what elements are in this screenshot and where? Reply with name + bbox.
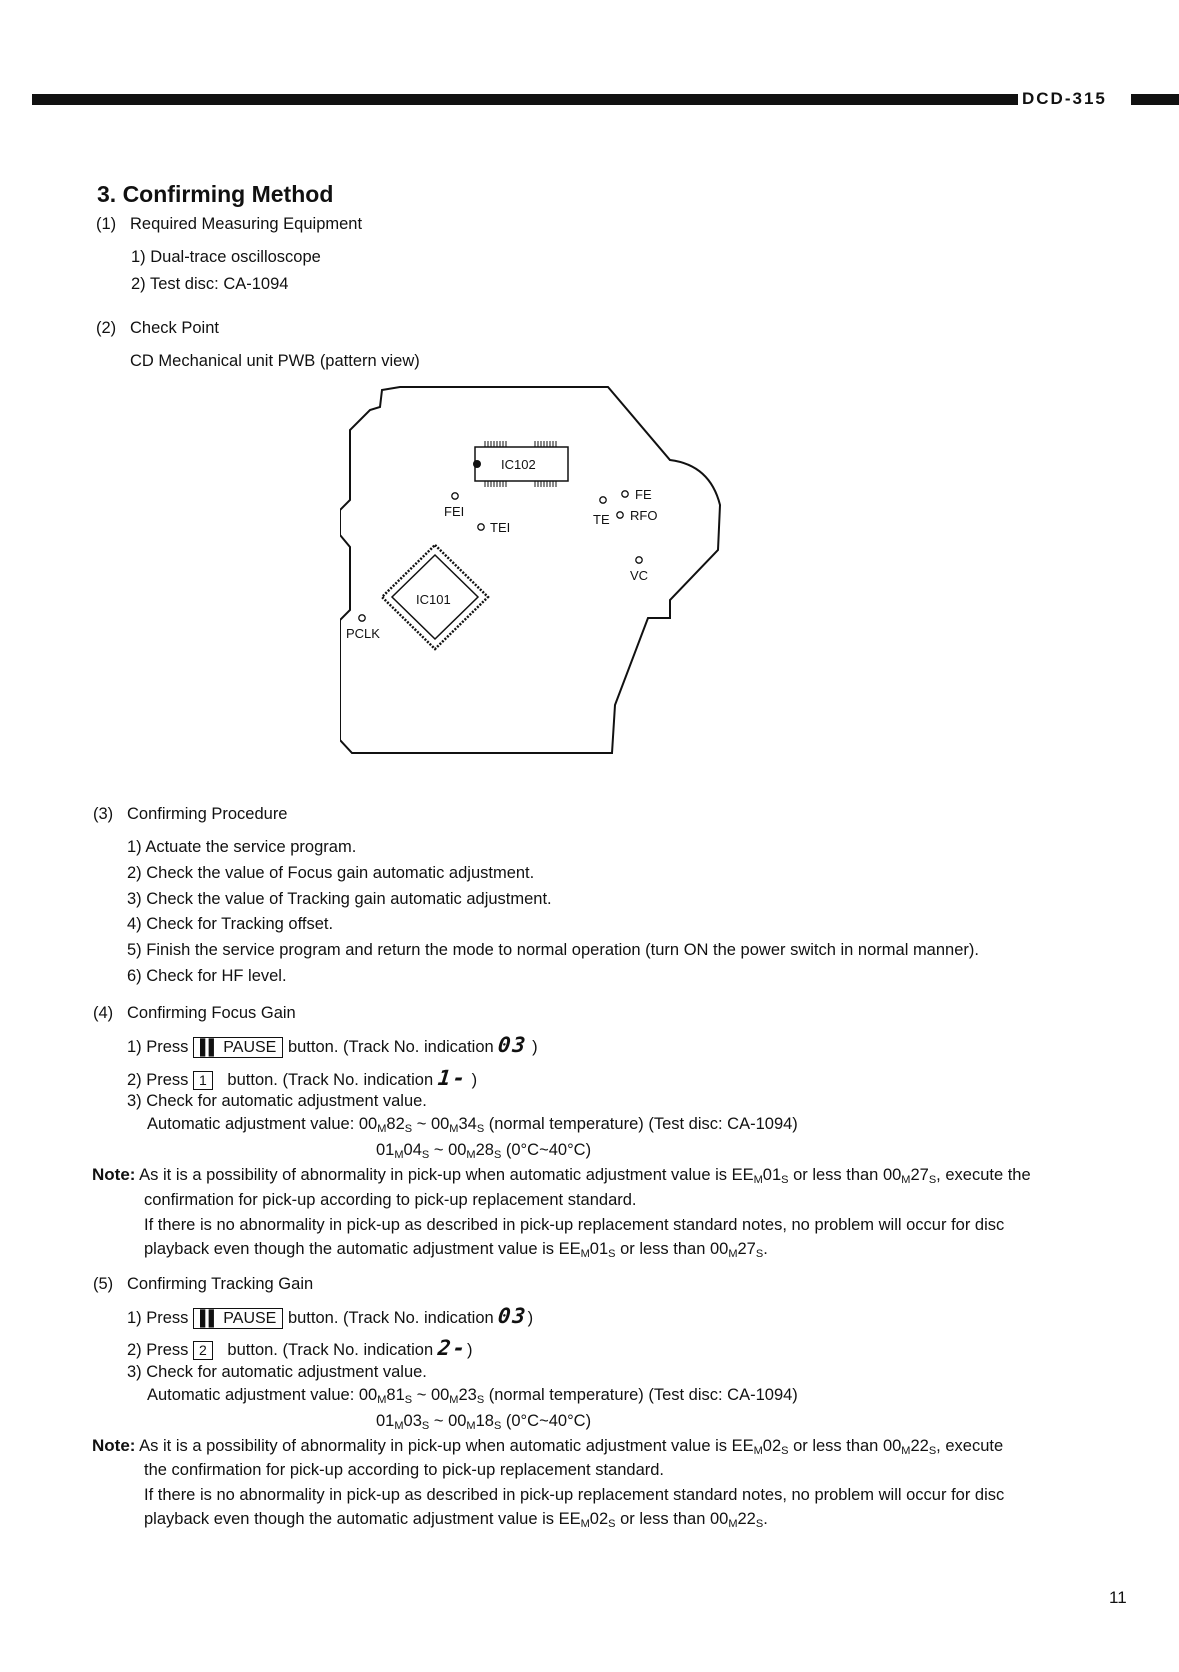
section-title: 3. Confirming Method <box>97 181 334 207</box>
note-label: Note: <box>92 1165 136 1184</box>
procedure-item-1: 1) Actuate the service program. <box>127 838 357 856</box>
focus-step-1: 1) Press ▌▌ PAUSE button. (Track No. indication 03 ) <box>127 1033 538 1057</box>
step3-heading: (3) Confirming Procedure <box>93 805 288 823</box>
equipment-item-2: 2) Test disc: CA-1094 <box>131 275 289 293</box>
ic102-label: IC102 <box>501 457 536 472</box>
tracking-step-2: 2) Press 2 button. (Track No. indication 2-) <box>127 1336 473 1360</box>
procedure-item-6: 6) Check for HF level. <box>127 967 287 985</box>
note-label: Note: <box>92 1436 136 1455</box>
tp-rfo-label: RFO <box>630 508 658 523</box>
focus-note-line-4: playback even though the automatic adjustment value is $EE_M01_S$ or less than $00_M27_S$. <box>144 1240 768 1260</box>
model-name: DCD-315 <box>1022 89 1107 108</box>
tracking-auto-value-range: $01_M03_S$ ~ $00_M18_S$ (0°C~40°C) <box>376 1412 592 1432</box>
procedure-item-2: 2) Check the value of Focus gain automatic adjustment. <box>127 864 535 882</box>
header-rule-right <box>1131 94 1179 105</box>
track-indication-display: 03 <box>497 1033 529 1057</box>
tp-rfo-pad <box>617 512 623 518</box>
pwb-outline-svg <box>340 385 740 760</box>
pwb-diagram <box>340 385 740 760</box>
step5-heading: (5) Confirming Tracking Gain <box>93 1275 314 1293</box>
step1-heading: (1) Required Measuring Equipment <box>96 215 363 233</box>
tracking-note-line-2: the confirmation for pick-up according to pick-up replacement standard. <box>144 1461 665 1479</box>
tp-te-pad <box>600 497 606 503</box>
focus-note-line-3: If there is no abnormality in pick-up as described in pick-up replacement standard notes, no problem will occur for disc <box>144 1216 1005 1234</box>
track-indication-display: 1- <box>436 1066 469 1090</box>
tp-fei-label: FEI <box>444 504 465 519</box>
step4-heading: (4) Confirming Focus Gain <box>93 1004 296 1022</box>
tracking-note-line-4: playback even though the automatic adjustment value is $EE_M02_S$ or less than $00_M22_S$. <box>144 1510 768 1530</box>
pwb-caption: CD Mechanical unit PWB (pattern view) <box>130 352 420 370</box>
track-indication-display: 2- <box>436 1336 469 1360</box>
step2-heading: (2) Check Point <box>96 319 219 337</box>
equipment-item-1: 1) Dual-trace oscilloscope <box>131 248 321 266</box>
tp-tei-pad <box>478 524 484 530</box>
procedure-item-4: 4) Check for Tracking offset. <box>127 915 334 933</box>
tracking-step-1: 1) Press ▌▌ PAUSE button. (Track No. indication 03) <box>127 1304 534 1328</box>
tp-fe-pad <box>622 491 628 497</box>
tracking-step-3: 3) Check for automatic adjustment value. <box>127 1363 427 1381</box>
focus-note-line-1: Note: As it is a possibility of abnormality in pick-up when automatic adjustment value is $EE_M01_S$ or less than $00_M27_S$, execute the <box>92 1165 1031 1186</box>
focus-auto-value-range: $01_M04_S$ ~ $00_M28_S$ (0°C~40°C) <box>376 1141 592 1161</box>
tp-vc-pad <box>636 557 642 563</box>
key-1: 1 <box>193 1071 213 1090</box>
page-number: 11 <box>1109 1588 1127 1607</box>
focus-step-3: 3) Check for automatic adjustment value. <box>127 1092 427 1110</box>
tp-tei-label: TEI <box>490 520 511 535</box>
pause-icon: ▌▌ <box>200 1310 218 1327</box>
pause-key: ▌▌ PAUSE <box>193 1037 283 1058</box>
procedure-item-5: 5) Finish the service program and return the mode to normal operation (turn ON the power switch in normal manner). <box>127 941 979 959</box>
pause-key: ▌▌ PAUSE <box>193 1308 283 1329</box>
focus-auto-value: Automatic adjustment value: $00_M82_S$ ~ $00_M34_S$ (normal temperature) (Test disc: CA-1094) <box>147 1115 798 1135</box>
key-2: 2 <box>193 1341 213 1360</box>
tp-pclk-pad <box>359 615 365 621</box>
track-indication-display: 03 <box>497 1304 529 1328</box>
tp-pclk-label: PCLK <box>346 626 380 641</box>
pause-icon: ▌▌ <box>200 1039 218 1056</box>
focus-note-line-2: confirmation for pick-up according to pick-up replacement standard. <box>144 1191 637 1209</box>
procedure-item-3: 3) Check the value of Tracking gain automatic adjustment. <box>127 890 552 908</box>
tracking-note-line-1: Note: As it is a possibility of abnormality in pick-up when automatic adjustment value is $EE_M02_S$ or less than $00_M22_S$, execute <box>92 1436 1004 1457</box>
tp-vc-label: VC <box>630 568 649 583</box>
header-rule <box>32 94 1018 105</box>
tracking-note-line-3: If there is no abnormality in pick-up as described in pick-up replacement standard notes, no problem will occur for disc <box>144 1486 1005 1504</box>
tp-fei-pad <box>452 493 458 499</box>
board-outline <box>340 387 720 753</box>
ic101-label: IC101 <box>416 592 451 607</box>
tp-fe-label: FE <box>635 487 652 502</box>
focus-step-2: 2) Press 1 button. (Track No. indication 1- ) <box>127 1066 478 1090</box>
tracking-auto-value: Automatic adjustment value: $00_M81_S$ ~ $00_M23_S$ (normal temperature) (Test disc: CA-1094) <box>147 1386 798 1406</box>
tp-te-label: TE <box>593 512 610 527</box>
